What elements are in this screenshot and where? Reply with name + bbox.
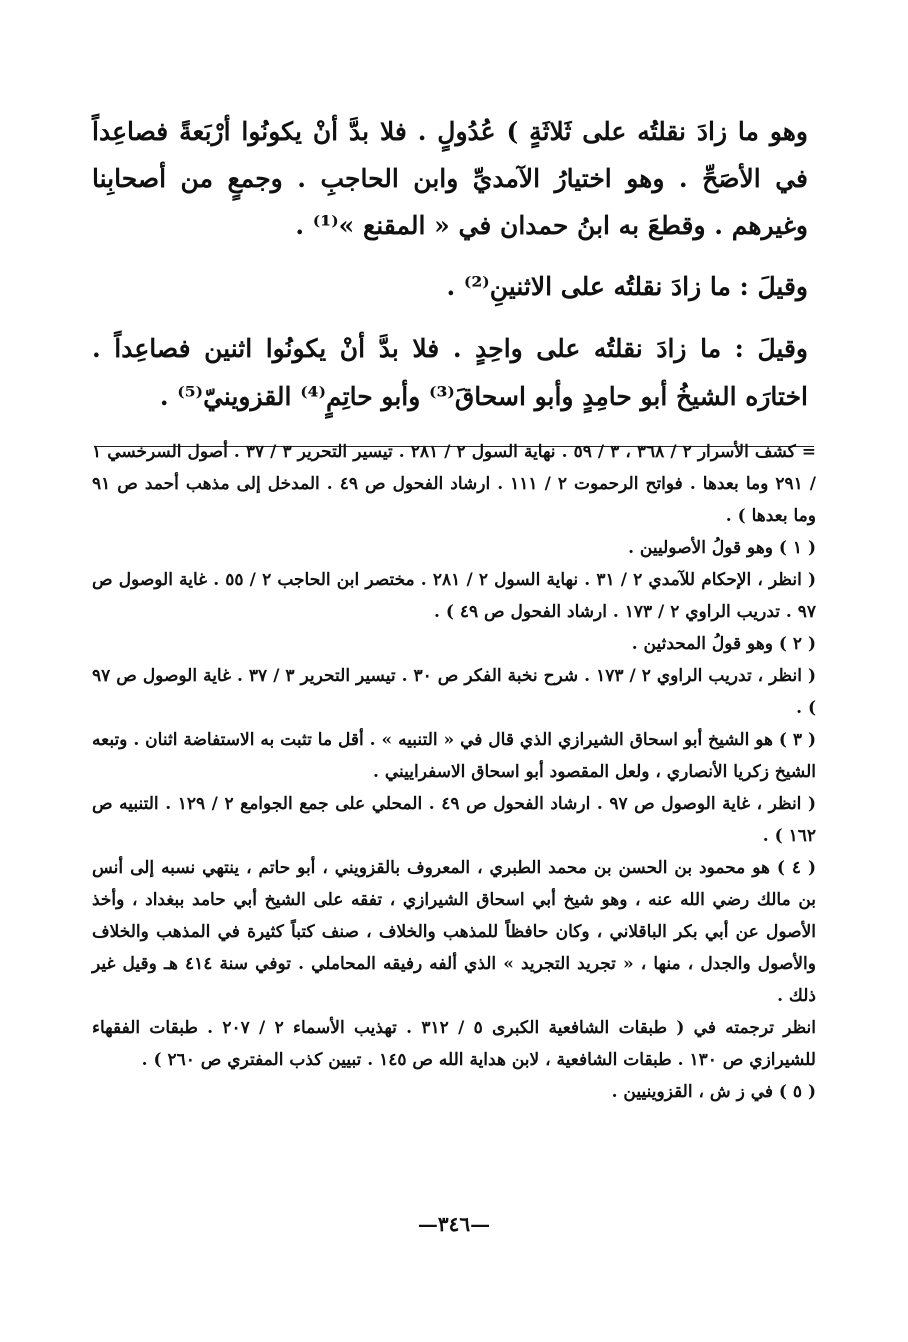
main-text xyxy=(92,108,808,421)
footnote-1-references: ( انظر ، الإحكام للآمدي ٢ / ٣١ . نهاية السول ٢ / ٢٨١ . مختصر ابن الحاجب ٢ / ٥٥ . غاية الوصول ص ٩٧ . تدريب الراوي ٢ / ١٧٣ . ارشاد الفحول ص ٤٩ ) . xyxy=(92,570,817,622)
main-paragraph-1: وهو ما زادَ نقلتُه على ثَلاثَةٍ ) عُدُولٍ . فلا بدَّ أنْ يكونُوا أرْبَعةً فصاعِداً في الأصَحِّ . وهو اختيارُ الآمديِّ وابن الحاجبِ . وجمعٍ من أصحابِنا وغيرهم . وقطعَ به ابنُ حمدان في « المقنع »⁽¹⁾ . xyxy=(92,117,808,240)
footnote-5: ( ٥ ) في ز ش ، القزوينيين . xyxy=(611,1082,816,1102)
footnote-4-references: انظر ترجمته في ( طبقات الشافعية الكبرى ٥ / ٣١٢ . تهذيب الأسماء ٢ / ٢٠٧ . طبقات الفقهاء للشيرازي ص ١٣٠ . طبقات الشافعية ، لابن هداية الله ص ١٤٥ . تبيين كذب المفتري ص ٢٦٠ ) . xyxy=(92,1018,817,1070)
footnote-1: ( ١ ) وهو قولُ الأصوليين . xyxy=(628,538,816,558)
footnote-2: ( ٢ ) وهو قولُ المحدثين . xyxy=(631,634,816,654)
footnote-4: ( ٤ ) هو محمود بن الحسن بن محمد الطبري ، المعروف بالقزويني ، أبو حاتم ، ينتهي نسبه إلى أنس بن مالك رضي الله عنه ، وهو شيخ أبي اسحاق الشيرازي ، تفقه على الشيخ أبي حامد ببغداد ، وأخذ الأصول عن أبي بكر الباقلاني ، وكان حافظاً للمذهب والخلاف ، صنف كتباً كثيرة في المذهب والخلاف والأصول والجدل ، منها ، « تجريد التجريد » الذي ألفه رفيقه المحاملي . توفي سنة ٤١٤ هـ وقيل غير ذلك . xyxy=(92,858,816,1006)
footnote-continuation: = كشف الأسرار ٢ / ٣٦٨ ، ٣ / ٥٩ . نهاية السول ٢ / ٢٨١ . تيسير التحرير ٣ / ٣٧ . أصول السرخسي ١ / ٢٩١ وما بعدها . فواتح الرحموت ٢ / ١١١ . ارشاد الفحول ص ٤٩ . المدخل إلى مذهب أحمد ص ٩١ وما بعدها ) . xyxy=(92,442,817,526)
footnote-3: ( ٣ ) هو الشيخ أبو اسحاق الشيرازي الذي قال في « التنبيه » . أقل ما تثبت به الاستفاضة اثنان . وتبعه الشيخ زكريا الأنصاري ، ولعل المقصود أبو اسحاق الاسفراييني . xyxy=(92,730,816,782)
footnotes xyxy=(92,436,816,1108)
footnote-3-references: ( انظر ، غاية الوصول ص ٩٧ . ارشاد الفحول ص ٤٩ . المحلي على جمع الجوامع ٢ / ١٢٩ . التنبيه ص ١٦٢ ) . xyxy=(92,794,817,846)
page-number: —٣٤٦— xyxy=(417,1212,491,1236)
main-paragraph-2: وقيلَ : ما زادَ نقلتُه على الاثنينِ⁽²⁾ . xyxy=(446,272,808,301)
footnote-2-references: ( انظر ، تدريب الراوي ٢ / ١٧٣ . شرح نخبة الفكر ص ٣٠ . تيسير التحرير ٣ / ٣٧ . غاية الوصول ص ٩٧ ) . xyxy=(92,666,816,718)
main-paragraph-3: وقيلَ : ما زادَ نقلتُه على واحِدٍ . فلا بدَّ أنْ يكونُوا اثنين فصاعِداً . اختارَه الشيخُ أبو حامِدٍ وأبو اسحاقَ⁽³⁾ وأبو حاتِمٍ⁽⁴⁾ القزوينيّ⁽⁵⁾ . xyxy=(92,334,808,411)
